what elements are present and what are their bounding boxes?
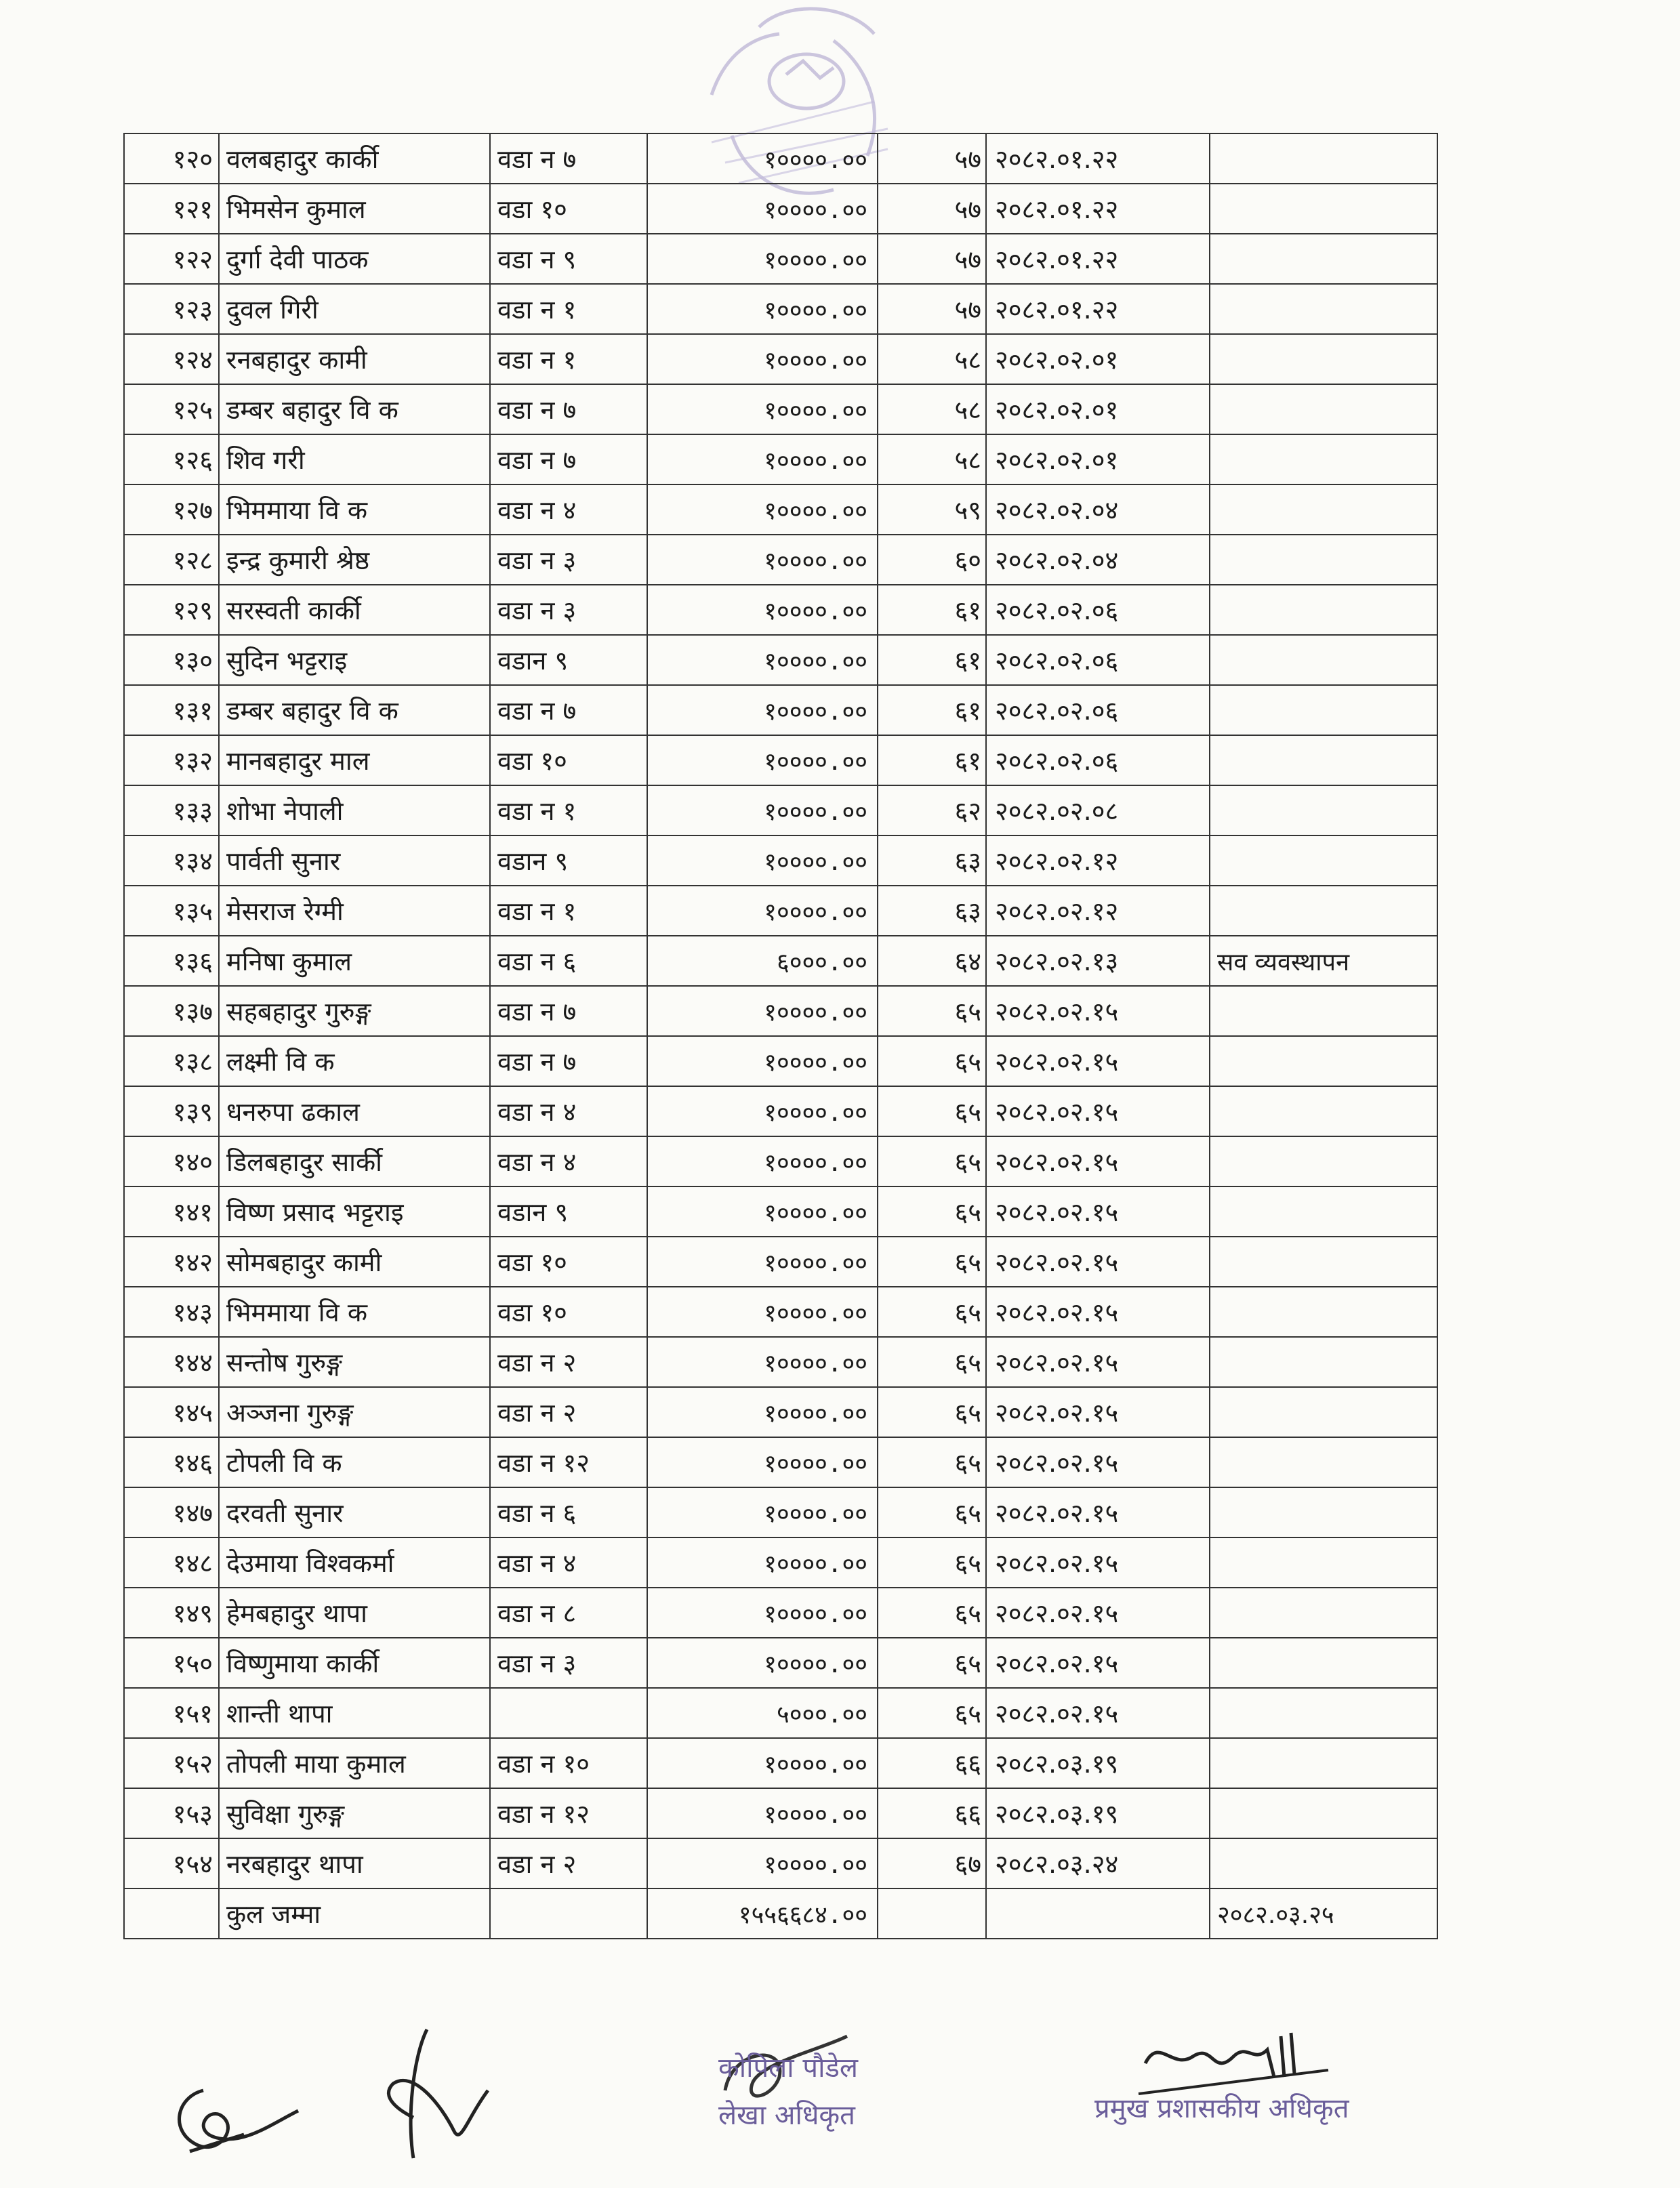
total-empty-cell xyxy=(986,1888,1210,1939)
date-cell: २०८२.०२.०४ xyxy=(986,484,1210,535)
total-empty-cell xyxy=(124,1888,219,1939)
beneficiary-name-cell: डम्बर बहादुर वि क xyxy=(219,384,490,434)
date-cell: २०८२.०२.१५ xyxy=(986,1186,1210,1237)
remark-cell xyxy=(1210,785,1437,835)
beneficiary-name-cell: पार्वती सुनार xyxy=(219,835,490,886)
voucher-number-cell: ६५ xyxy=(878,1487,986,1537)
date-cell: २०८२.०२.१५ xyxy=(986,1688,1210,1738)
ward-cell: वडान ९ xyxy=(490,1186,647,1237)
ward-cell: वडा न १ xyxy=(490,334,647,384)
voucher-number-cell: ५७ xyxy=(878,133,986,184)
voucher-number-cell: ६५ xyxy=(878,1387,986,1437)
remark-cell xyxy=(1210,685,1437,735)
remark-cell xyxy=(1210,284,1437,334)
amount-cell: १००००.०० xyxy=(647,133,878,184)
serial-number-cell: १२२ xyxy=(124,234,219,284)
date-cell: २०८२.०२.०१ xyxy=(986,434,1210,484)
serial-number-cell: १५१ xyxy=(124,1688,219,1738)
amount-cell: १००००.०० xyxy=(647,334,878,384)
remark-cell xyxy=(1210,835,1437,886)
amount-cell: १००००.०० xyxy=(647,1237,878,1287)
voucher-number-cell: ६५ xyxy=(878,1136,986,1186)
table-row xyxy=(124,384,1437,434)
table-row xyxy=(124,1136,1437,1186)
table-row xyxy=(124,234,1437,284)
amount-cell: १००००.०० xyxy=(647,1487,878,1537)
serial-number-cell: १५२ xyxy=(124,1738,219,1788)
date-cell: २०८२.०३.१९ xyxy=(986,1738,1210,1788)
table-row xyxy=(124,1287,1437,1337)
voucher-number-cell: ६० xyxy=(878,535,986,585)
voucher-number-cell: ६७ xyxy=(878,1838,986,1888)
total-empty-cell xyxy=(490,1888,647,1939)
date-cell: २०८२.०२.१५ xyxy=(986,1387,1210,1437)
ward-cell: वडा न १ xyxy=(490,284,647,334)
date-cell: २०८२.०२.०४ xyxy=(986,535,1210,585)
beneficiary-name-cell: देउमाया विश्वकर्मा xyxy=(219,1537,490,1588)
amount-cell: १००००.०० xyxy=(647,1588,878,1638)
amount-cell: १००००.०० xyxy=(647,986,878,1036)
beneficiary-name-cell: विष्ण प्रसाद भट्टराइ xyxy=(219,1186,490,1237)
accounts-officer-name: कोपिला पौडेल xyxy=(718,2052,858,2084)
beneficiary-name-cell: टोपली वि क xyxy=(219,1437,490,1487)
amount-cell: १००००.०० xyxy=(647,1788,878,1838)
amount-cell: १००००.०० xyxy=(647,1537,878,1588)
payment-table xyxy=(123,133,1438,1939)
ward-cell: वडा न ९ xyxy=(490,234,647,284)
ward-cell: वडा न १२ xyxy=(490,1437,647,1487)
ward-cell: वडा न ८ xyxy=(490,1588,647,1638)
date-cell: २०८२.०२.०६ xyxy=(986,585,1210,635)
total-amount-cell: १५५६६८४.०० xyxy=(647,1888,878,1939)
serial-number-cell: १३१ xyxy=(124,685,219,735)
serial-number-cell: १२५ xyxy=(124,384,219,434)
remark-cell xyxy=(1210,585,1437,635)
ward-cell: वडान ९ xyxy=(490,635,647,685)
amount-cell: १००००.०० xyxy=(647,1287,878,1337)
remark-cell xyxy=(1210,384,1437,434)
table-row xyxy=(124,585,1437,635)
beneficiary-name-cell: तोपली माया कुमाल xyxy=(219,1738,490,1788)
ward-cell: वडा न ७ xyxy=(490,434,647,484)
ward-cell: वडान ९ xyxy=(490,835,647,886)
serial-number-cell: १२७ xyxy=(124,484,219,535)
voucher-number-cell: ५८ xyxy=(878,384,986,434)
serial-number-cell: १४५ xyxy=(124,1387,219,1437)
table-row xyxy=(124,1337,1437,1387)
ward-cell xyxy=(490,1688,647,1738)
amount-cell: १००००.०० xyxy=(647,835,878,886)
voucher-number-cell: ६६ xyxy=(878,1738,986,1788)
remark-cell xyxy=(1210,334,1437,384)
remark-cell xyxy=(1210,1186,1437,1237)
serial-number-cell: १२६ xyxy=(124,434,219,484)
serial-number-cell: १५० xyxy=(124,1638,219,1688)
date-cell: २०८२.०२.१५ xyxy=(986,1638,1210,1688)
ward-cell: वडा न २ xyxy=(490,1838,647,1888)
amount-cell: १००००.०० xyxy=(647,284,878,334)
beneficiary-name-cell: सरस्वती कार्की xyxy=(219,585,490,635)
ward-cell: वडा १० xyxy=(490,1287,647,1337)
table-row xyxy=(124,1788,1437,1838)
date-cell: २०८२.०२.१५ xyxy=(986,1537,1210,1588)
remark-cell xyxy=(1210,184,1437,234)
beneficiary-name-cell: शान्ती थापा xyxy=(219,1688,490,1738)
remark-cell xyxy=(1210,1136,1437,1186)
voucher-number-cell: ६६ xyxy=(878,1788,986,1838)
serial-number-cell: १३६ xyxy=(124,936,219,986)
beneficiary-name-cell: धनरुपा ढकाल xyxy=(219,1086,490,1136)
date-cell: २०८२.०२.१५ xyxy=(986,1036,1210,1086)
ward-cell: वडा न ७ xyxy=(490,133,647,184)
date-cell: २०८२.०२.१५ xyxy=(986,1136,1210,1186)
voucher-number-cell: ५७ xyxy=(878,234,986,284)
serial-number-cell: १३८ xyxy=(124,1036,219,1086)
voucher-number-cell: ६५ xyxy=(878,1537,986,1588)
remark-cell xyxy=(1210,434,1437,484)
ward-cell: वडा १० xyxy=(490,735,647,785)
serial-number-cell: १४९ xyxy=(124,1588,219,1638)
beneficiary-name-cell: मेसराज रेग्मी xyxy=(219,886,490,936)
voucher-number-cell: ६५ xyxy=(878,1287,986,1337)
beneficiary-name-cell: सुदिन भट्टराइ xyxy=(219,635,490,685)
serial-number-cell: १३४ xyxy=(124,835,219,886)
amount-cell: १००००.०० xyxy=(647,1387,878,1437)
voucher-number-cell: ६५ xyxy=(878,1036,986,1086)
serial-number-cell: १४३ xyxy=(124,1287,219,1337)
voucher-number-cell: ६१ xyxy=(878,685,986,735)
chief-officer-title: प्रमुख प्रशासकीय अधिकृत xyxy=(1094,2093,1349,2124)
ward-cell: वडा न ७ xyxy=(490,384,647,434)
table-row xyxy=(124,1086,1437,1136)
remark-cell xyxy=(1210,1638,1437,1688)
ward-cell: वडा न २ xyxy=(490,1337,647,1387)
amount-cell: १००००.०० xyxy=(647,384,878,434)
ward-cell: वडा न २ xyxy=(490,1387,647,1437)
table-row xyxy=(124,635,1437,685)
total-label-cell: कुल जम्मा xyxy=(219,1888,490,1939)
date-cell: २०८२.०२.०१ xyxy=(986,384,1210,434)
voucher-number-cell: ५९ xyxy=(878,484,986,535)
table-row xyxy=(124,1387,1437,1437)
serial-number-cell: १४६ xyxy=(124,1437,219,1487)
remark-cell xyxy=(1210,1688,1437,1738)
remark-cell xyxy=(1210,1287,1437,1337)
amount-cell: ६०००.०० xyxy=(647,936,878,986)
ward-cell: वडा न ३ xyxy=(490,535,647,585)
date-cell: २०८२.०२.१५ xyxy=(986,986,1210,1036)
beneficiary-name-cell: विष्णुमाया कार्की xyxy=(219,1638,490,1688)
table-row xyxy=(124,986,1437,1036)
total-row xyxy=(124,1888,1437,1939)
date-cell: २०८२.०१.२२ xyxy=(986,184,1210,234)
remark-cell xyxy=(1210,1788,1437,1838)
beneficiary-name-cell: मनिषा कुमाल xyxy=(219,936,490,986)
serial-number-cell: १४२ xyxy=(124,1237,219,1287)
table-row xyxy=(124,184,1437,234)
voucher-number-cell: ६३ xyxy=(878,886,986,936)
table-row xyxy=(124,1838,1437,1888)
voucher-number-cell: ६३ xyxy=(878,835,986,886)
remark-cell xyxy=(1210,1387,1437,1437)
serial-number-cell: १२९ xyxy=(124,585,219,635)
beneficiary-name-cell: अञ्जना गुरुङ्ग xyxy=(219,1387,490,1437)
ward-cell: वडा न ६ xyxy=(490,936,647,986)
beneficiary-name-cell: भिममाया वि क xyxy=(219,484,490,535)
ward-cell: वडा न ४ xyxy=(490,1086,647,1136)
amount-cell: १००००.०० xyxy=(647,1136,878,1186)
amount-cell: १००००.०० xyxy=(647,1738,878,1788)
date-cell: २०८२.०२.१५ xyxy=(986,1487,1210,1537)
beneficiary-name-cell: रनबहादुर कामी xyxy=(219,334,490,384)
date-cell: २०८२.०३.२४ xyxy=(986,1838,1210,1888)
serial-number-cell: १३० xyxy=(124,635,219,685)
amount-cell: १००००.०० xyxy=(647,1838,878,1888)
serial-number-cell: १२३ xyxy=(124,284,219,334)
ward-cell: वडा न ७ xyxy=(490,685,647,735)
ward-cell: वडा १० xyxy=(490,1237,647,1287)
serial-number-cell: १२१ xyxy=(124,184,219,234)
remark-cell xyxy=(1210,1086,1437,1136)
date-cell: २०८२.०२.१३ xyxy=(986,936,1210,986)
ward-cell: वडा न ४ xyxy=(490,484,647,535)
remark-cell xyxy=(1210,1838,1437,1888)
serial-number-cell: १३२ xyxy=(124,735,219,785)
beneficiary-name-cell: डम्बर बहादुर वि क xyxy=(219,685,490,735)
voucher-number-cell: ६५ xyxy=(878,1237,986,1287)
serial-number-cell: १३९ xyxy=(124,1086,219,1136)
voucher-number-cell: ६५ xyxy=(878,986,986,1036)
voucher-number-cell: ५८ xyxy=(878,434,986,484)
remark-cell xyxy=(1210,1487,1437,1537)
beneficiary-name-cell: शिव गरी xyxy=(219,434,490,484)
remark-cell xyxy=(1210,1588,1437,1638)
voucher-number-cell: ६५ xyxy=(878,1337,986,1387)
remark-cell xyxy=(1210,886,1437,936)
beneficiary-name-cell: सोमबहादुर कामी xyxy=(219,1237,490,1287)
date-cell: २०८२.०३.१९ xyxy=(986,1788,1210,1838)
ward-cell: वडा न १ xyxy=(490,785,647,835)
remark-cell xyxy=(1210,484,1437,535)
voucher-number-cell: ६१ xyxy=(878,735,986,785)
table-row xyxy=(124,685,1437,735)
ward-cell: वडा १० xyxy=(490,184,647,234)
table-row xyxy=(124,535,1437,585)
beneficiary-name-cell: सुविक्षा गुरुङ्ग xyxy=(219,1788,490,1838)
table-row xyxy=(124,785,1437,835)
amount-cell: १००००.०० xyxy=(647,1036,878,1086)
ward-cell: वडा न १ xyxy=(490,886,647,936)
table-row xyxy=(124,1237,1437,1287)
ward-cell: वडा न ३ xyxy=(490,585,647,635)
voucher-number-cell: ६५ xyxy=(878,1588,986,1638)
beneficiary-name-cell: भिममाया वि क xyxy=(219,1287,490,1337)
date-cell: २०८२.०२.१२ xyxy=(986,835,1210,886)
date-cell: २०८२.०२.१२ xyxy=(986,886,1210,936)
serial-number-cell: १३३ xyxy=(124,785,219,835)
table-row xyxy=(124,133,1437,184)
table-row xyxy=(124,434,1437,484)
table-row xyxy=(124,484,1437,535)
remark-cell xyxy=(1210,234,1437,284)
beneficiary-name-cell: सन्तोष गुरुङ्ग xyxy=(219,1337,490,1387)
voucher-number-cell: ६५ xyxy=(878,1437,986,1487)
table-row xyxy=(124,936,1437,986)
beneficiary-name-cell: इन्द्र कुमारी श्रेष्ठ xyxy=(219,535,490,585)
table-row xyxy=(124,735,1437,785)
remark-cell xyxy=(1210,635,1437,685)
voucher-number-cell: ५७ xyxy=(878,284,986,334)
beneficiary-name-cell: डिलबहादुर सार्की xyxy=(219,1136,490,1186)
remark-cell xyxy=(1210,133,1437,184)
remark-cell xyxy=(1210,1036,1437,1086)
date-cell: २०८२.०२.०६ xyxy=(986,635,1210,685)
table-row xyxy=(124,1437,1437,1487)
remark-cell xyxy=(1210,1237,1437,1287)
amount-cell: १००००.०० xyxy=(647,234,878,284)
date-cell: २०८२.०२.१५ xyxy=(986,1437,1210,1487)
voucher-number-cell: ५८ xyxy=(878,334,986,384)
voucher-number-cell: ५७ xyxy=(878,184,986,234)
ward-cell: वडा न ४ xyxy=(490,1136,647,1186)
ward-cell: वडा न ७ xyxy=(490,986,647,1036)
amount-cell: १००००.०० xyxy=(647,1337,878,1387)
ward-cell: वडा न १२ xyxy=(490,1788,647,1838)
voucher-number-cell: ६१ xyxy=(878,585,986,635)
table-row xyxy=(124,1688,1437,1738)
remark-cell xyxy=(1210,986,1437,1036)
table-row xyxy=(124,1537,1437,1588)
beneficiary-name-cell: हेमबहादुर थापा xyxy=(219,1588,490,1638)
amount-cell: १००००.०० xyxy=(647,585,878,635)
serial-number-cell: १४४ xyxy=(124,1337,219,1387)
date-cell: २०८२.०२.०६ xyxy=(986,685,1210,735)
remark-cell: सव व्यवस्थापन xyxy=(1210,936,1437,986)
table-row xyxy=(124,334,1437,384)
serial-number-cell: १२४ xyxy=(124,334,219,384)
table-row xyxy=(124,1738,1437,1788)
beneficiary-name-cell: दुवल गिरी xyxy=(219,284,490,334)
serial-number-cell: १३५ xyxy=(124,886,219,936)
serial-number-cell: १४१ xyxy=(124,1186,219,1237)
table-row xyxy=(124,886,1437,936)
signature-left-2 xyxy=(352,2016,515,2172)
table-row xyxy=(124,835,1437,886)
amount-cell: १००००.०० xyxy=(647,1186,878,1237)
date-cell: २०८२.०२.१५ xyxy=(986,1086,1210,1136)
date-cell: २०८२.०२.१५ xyxy=(986,1287,1210,1337)
date-cell: २०८२.०२.०८ xyxy=(986,785,1210,835)
ward-cell: वडा न १० xyxy=(490,1738,647,1788)
beneficiary-name-cell: सहबहादुर गुरुङ्ग xyxy=(219,986,490,1036)
amount-cell: १००००.०० xyxy=(647,735,878,785)
total-date-cell: २०८२.०३.२५ xyxy=(1210,1888,1437,1939)
ward-cell: वडा न ७ xyxy=(490,1036,647,1086)
table-row xyxy=(124,1036,1437,1086)
voucher-number-cell: ६२ xyxy=(878,785,986,835)
serial-number-cell: १५३ xyxy=(124,1788,219,1838)
beneficiary-name-cell: मानबहादुर माल xyxy=(219,735,490,785)
voucher-number-cell: ६५ xyxy=(878,1688,986,1738)
accounts-officer-title: लेखा अधिकृत xyxy=(718,2100,855,2131)
date-cell: २०८२.०१.२२ xyxy=(986,234,1210,284)
amount-cell: १००००.०० xyxy=(647,1638,878,1688)
date-cell: २०८२.०१.२२ xyxy=(986,284,1210,334)
amount-cell: १००००.०० xyxy=(647,1437,878,1487)
remark-cell xyxy=(1210,1437,1437,1487)
amount-cell: १००००.०० xyxy=(647,535,878,585)
table-row xyxy=(124,1588,1437,1638)
remark-cell xyxy=(1210,1337,1437,1387)
amount-cell: १००००.०० xyxy=(647,184,878,234)
ward-cell: वडा न ३ xyxy=(490,1638,647,1688)
beneficiary-name-cell: शोभा नेपाली xyxy=(219,785,490,835)
remark-cell xyxy=(1210,735,1437,785)
voucher-number-cell: ६४ xyxy=(878,936,986,986)
beneficiary-name-cell: वलबहादुर कार्की xyxy=(219,133,490,184)
beneficiary-name-cell: दरवती सुनार xyxy=(219,1487,490,1537)
serial-number-cell: १३७ xyxy=(124,986,219,1036)
beneficiary-name-cell: भिमसेन कुमाल xyxy=(219,184,490,234)
amount-cell: १००००.०० xyxy=(647,685,878,735)
amount-cell: १००००.०० xyxy=(647,635,878,685)
signature-left-1 xyxy=(163,2070,312,2172)
date-cell: २०८२.०१.२२ xyxy=(986,133,1210,184)
voucher-number-cell: ६१ xyxy=(878,635,986,685)
table-row xyxy=(124,1186,1437,1237)
amount-cell: १००००.०० xyxy=(647,1086,878,1136)
table-row xyxy=(124,284,1437,334)
beneficiary-name-cell: नरबहादुर थापा xyxy=(219,1838,490,1888)
serial-number-cell: १४० xyxy=(124,1136,219,1186)
table-row xyxy=(124,1638,1437,1688)
voucher-number-cell: ६५ xyxy=(878,1638,986,1688)
remark-cell xyxy=(1210,1537,1437,1588)
serial-number-cell: १४७ xyxy=(124,1487,219,1537)
serial-number-cell: १५४ xyxy=(124,1838,219,1888)
amount-cell: १००००.०० xyxy=(647,785,878,835)
total-empty-cell xyxy=(878,1888,986,1939)
date-cell: २०८२.०२.१५ xyxy=(986,1237,1210,1287)
voucher-number-cell: ६५ xyxy=(878,1086,986,1136)
amount-cell: १००००.०० xyxy=(647,434,878,484)
ward-cell: वडा न ६ xyxy=(490,1487,647,1537)
date-cell: २०८२.०२.०६ xyxy=(986,735,1210,785)
date-cell: २०८२.०२.१५ xyxy=(986,1337,1210,1387)
date-cell: २०८२.०२.०१ xyxy=(986,334,1210,384)
amount-cell: १००००.०० xyxy=(647,886,878,936)
voucher-number-cell: ६५ xyxy=(878,1186,986,1237)
serial-number-cell: १२८ xyxy=(124,535,219,585)
date-cell: २०८२.०२.१५ xyxy=(986,1588,1210,1638)
amount-cell: ५०००.०० xyxy=(647,1688,878,1738)
serial-number-cell: १४८ xyxy=(124,1537,219,1588)
table-row xyxy=(124,1487,1437,1537)
beneficiary-name-cell: लक्ष्मी वि क xyxy=(219,1036,490,1086)
remark-cell xyxy=(1210,1738,1437,1788)
remark-cell xyxy=(1210,535,1437,585)
ward-cell: वडा न ४ xyxy=(490,1537,647,1588)
amount-cell: १००००.०० xyxy=(647,484,878,535)
beneficiary-name-cell: दुर्गा देवी पाठक xyxy=(219,234,490,284)
serial-number-cell: १२० xyxy=(124,133,219,184)
